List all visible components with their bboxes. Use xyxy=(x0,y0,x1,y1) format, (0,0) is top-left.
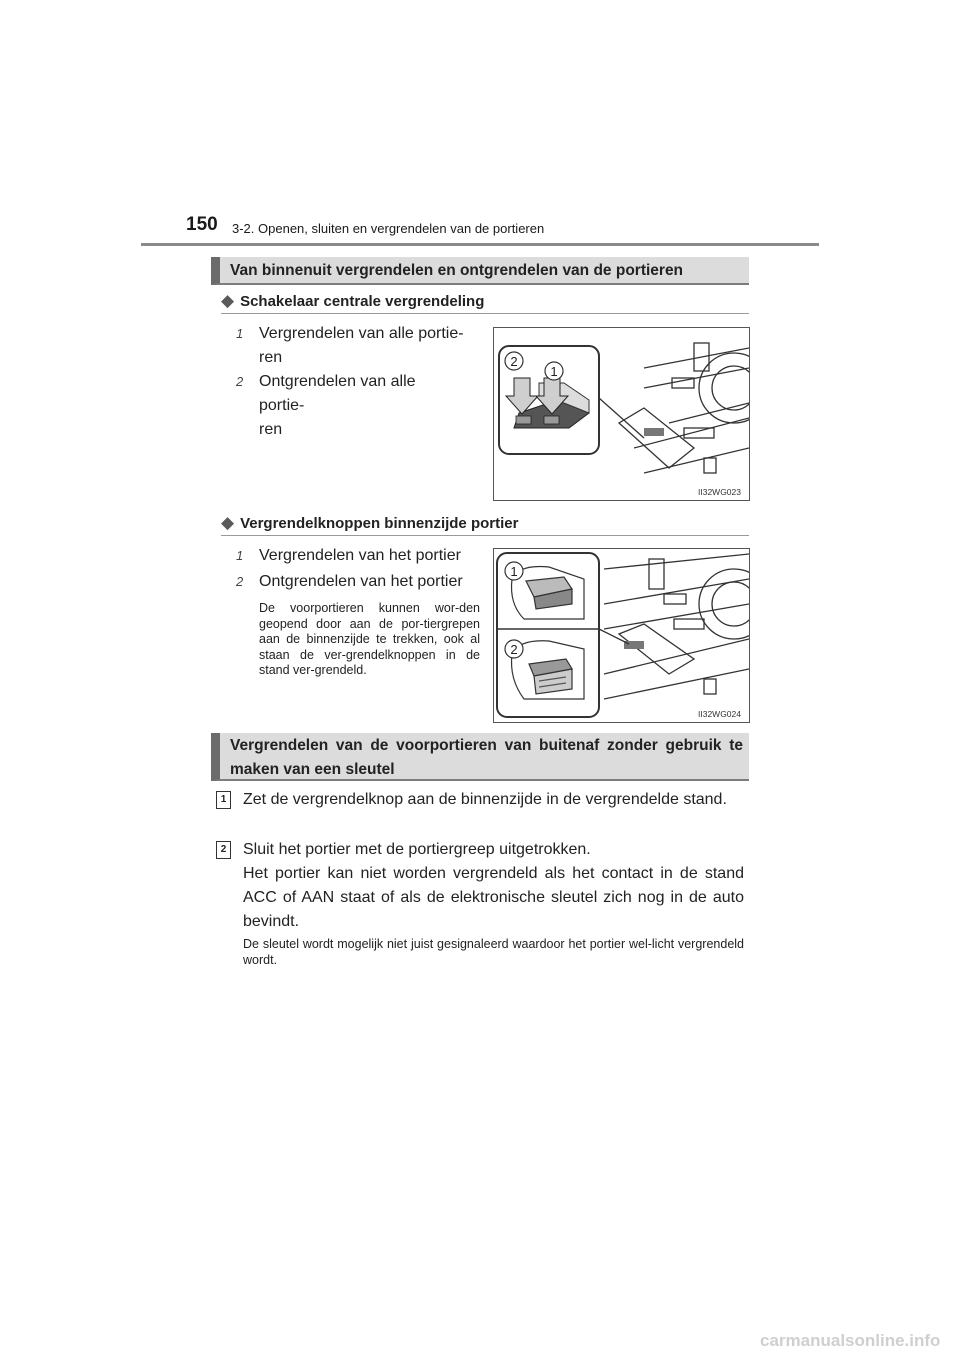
figure-drawing xyxy=(494,328,749,500)
figure-code: II32WG024 xyxy=(698,709,741,719)
item-text: Ontgrendelen van alle portie- xyxy=(259,373,416,414)
item-text: ren xyxy=(259,421,283,438)
item-number: 2 xyxy=(236,574,244,589)
subsection-title: Vergrendelknoppen binnenzijde portier xyxy=(240,515,519,532)
subsection-heading xyxy=(221,291,484,311)
subsection-title: Schakelaar centrale vergrendeling xyxy=(240,293,485,310)
callout-label: 2 xyxy=(510,354,518,369)
step-text: Sluit het portier met de portiergreep uitgetrokken. xyxy=(243,841,591,858)
step-item xyxy=(216,788,744,812)
footnote: De sleutel wordt mogelijk niet juist gesignaleerd waardoor het portier wel-licht vergrendeld wordt. xyxy=(243,937,744,967)
subsection-rule xyxy=(221,535,749,536)
list-item xyxy=(236,544,481,568)
step-number: 1 xyxy=(216,791,231,809)
section-heading: Van binnenuit vergrendelen en ontgrendelen van de portieren xyxy=(211,257,749,285)
step-text: Zet de vergrendelknop aan de binnenzijde in de vergrendelde stand. xyxy=(243,791,727,808)
callout-label: 2 xyxy=(510,642,518,657)
item-text: Vergrendelen van het portier xyxy=(259,547,461,564)
central-lock-switch-illustration xyxy=(493,327,750,501)
body-paragraph: Het portier kan niet worden vergrendeld als het contact in de stand ACC of AAN staat of als de elektronische sleutel zich nog in de auto bevindt. xyxy=(243,865,744,930)
item-number: 1 xyxy=(236,548,244,563)
subsection-rule xyxy=(221,313,749,314)
diamond-icon: ◆ xyxy=(221,291,235,310)
subsection-heading xyxy=(221,513,518,533)
watermark: carmanualsonline.info xyxy=(760,1331,941,1350)
running-header: 3-2. Openen, sluiten en vergrendelen van de portieren xyxy=(232,221,545,236)
diamond-icon: ◆ xyxy=(221,513,235,532)
item-number: 1 xyxy=(236,326,244,341)
step-number: 2 xyxy=(216,841,231,859)
page-number: 150 xyxy=(186,214,218,235)
door-lock-knob-illustration xyxy=(493,548,750,723)
callout-label: 1 xyxy=(550,364,558,379)
figure-drawing xyxy=(494,549,749,722)
section-heading: Vergrendelen van de voorportieren van buitenaf zonder gebruik te maken van een sleutel xyxy=(211,733,749,781)
list-item xyxy=(236,370,464,442)
list-item xyxy=(236,570,481,594)
header-rule xyxy=(141,243,819,246)
step-item xyxy=(216,838,744,862)
figure-code: II32WG023 xyxy=(698,487,741,497)
item-text: Vergrendelen van alle portie- xyxy=(259,325,464,342)
list-item xyxy=(236,322,464,370)
callout-label: 1 xyxy=(510,564,518,579)
note-text: De voorportieren kunnen wor-den geopend door aan de por-tiergrepen aan de binnenzijde te trekken, ook al staan de ver-grendelknoppen in de stand ver-grendeld. xyxy=(259,601,480,677)
item-text: ren xyxy=(259,349,283,366)
item-text: Ontgrendelen van het portier xyxy=(259,573,463,590)
item-number: 2 xyxy=(236,374,244,389)
